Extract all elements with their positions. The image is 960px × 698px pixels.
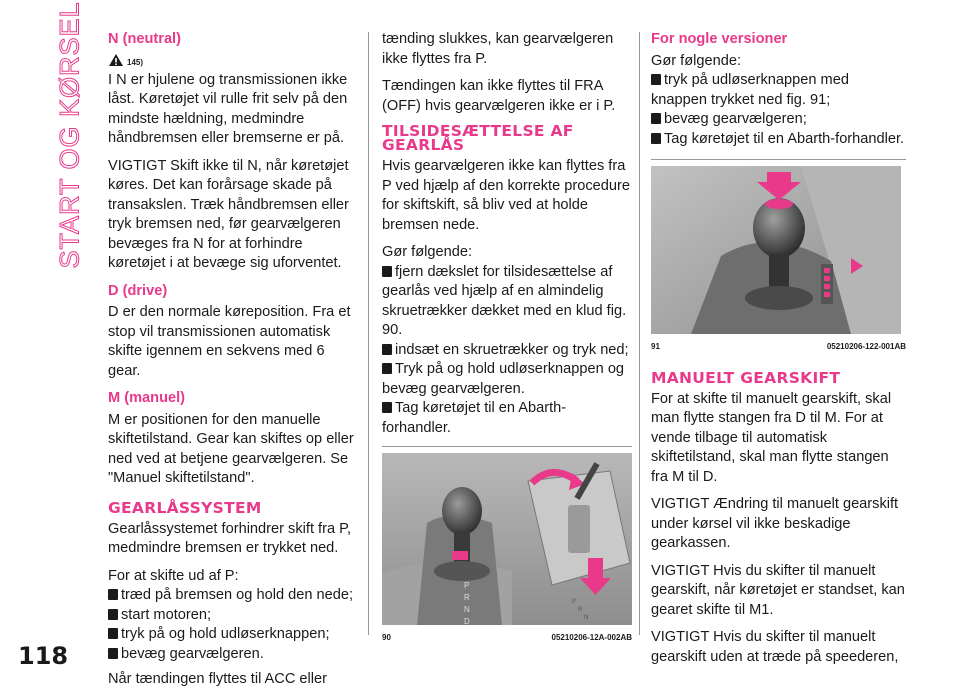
figure-caption: 90 05210206-12A-002AB bbox=[382, 633, 632, 642]
paragraph: VIGTIGT Skift ikke til N, når køretøjet køres. Det kan forårsage skade på transakslen. Træk håndbremsen eller tryk bremsen ned, før gearvælgeren bevæges fra N for at forhindre køretøjet i at bevæge sig uforventet. bbox=[108, 157, 349, 271]
svg-text:P: P bbox=[464, 581, 470, 590]
paragraph: Hvis gearvælgeren ikke kan flyttes fra P ved hjælp af den korrekte procedure for skiftskift, så bliv ved at holde bremsen nede. bbox=[382, 158, 630, 233]
list-item: fjern dækslet for tilsidesættelse af gearlås ved hjælp af en almindelig skruetrækker dækket med en klud fig. 90. bbox=[382, 263, 627, 338]
warning-triangle-icon bbox=[108, 53, 124, 67]
list-item: Tryk på og hold udløserknappen og bevæg gearvælgeren. bbox=[382, 361, 625, 397]
paragraph: VIGTIGT Hvis du skifter til manuelt gearskift, når køretøjet er standset, kan gearet skifte til M1. bbox=[651, 562, 905, 618]
checkbox-bullet-icon bbox=[651, 133, 661, 144]
list-item: træd på bremsen og hold den nede; bbox=[108, 586, 358, 606]
page-number: 118 bbox=[18, 642, 69, 670]
manual-shift-heading: MANUELT GEARSKIFT bbox=[651, 368, 841, 387]
list-item: indsæt en skruetrækker og tryk ned; bbox=[382, 341, 632, 361]
paragraph: Når tændingen flyttes til ACC eller bbox=[108, 671, 327, 687]
paragraph: M er positionen for den manuelle skiftetilstand. Gear kan skiftes op eller ned ved at betjene gearvælgeren. Se "Manuel skiftetilstand". bbox=[108, 411, 354, 486]
figure-91 bbox=[651, 159, 906, 357]
manual-heading: M (manuel) bbox=[108, 390, 186, 406]
override-heading: TILSIDESÆTTELSE AF GEARLÅS bbox=[382, 122, 574, 154]
section-side-title bbox=[52, 1, 88, 269]
checkbox-bullet-icon bbox=[382, 363, 392, 374]
list-item: bevæg gearvælgeren; bbox=[651, 110, 906, 130]
list-item: start motoren; bbox=[108, 606, 358, 626]
versions-heading: For nogle versioner bbox=[651, 31, 788, 47]
drive-heading: D (drive) bbox=[108, 282, 168, 299]
warning-reference bbox=[108, 53, 358, 67]
paragraph: I N er hjulene og transmissionen ikke låst. Køretøjet vil rulle frit selv på den mindste hældning, medmindre håndbremsen eller bremserne er på. bbox=[108, 71, 348, 146]
checkbox-bullet-icon bbox=[108, 589, 118, 600]
list-item: tryk på udløserknappen med knappen trykket ned fig. 91; bbox=[651, 72, 849, 108]
warning-ref-number: 145) bbox=[127, 57, 144, 67]
checkbox-bullet-icon bbox=[108, 648, 118, 659]
side-title-text: START OG KØRSEL bbox=[54, 1, 85, 269]
paragraph: For at skifte ud af P: bbox=[108, 567, 239, 584]
svg-text:N: N bbox=[584, 615, 589, 621]
checkbox-bullet-icon bbox=[108, 609, 118, 620]
gear-lock-override-illustration bbox=[382, 453, 632, 625]
checkbox-bullet-icon bbox=[108, 628, 118, 639]
paragraph: Gør følgende: bbox=[382, 244, 473, 260]
paragraph: VIGTIGT Hvis du skifter til manuelt gearskift uden at træde på speederen, bbox=[651, 629, 899, 665]
list-item: tryk på og hold udløserknappen; bbox=[108, 625, 358, 645]
list-item: Tag køretøjet til en Abarth-forhandler. bbox=[382, 400, 567, 436]
svg-text:N: N bbox=[464, 605, 470, 614]
svg-text:R: R bbox=[464, 593, 470, 602]
paragraph: VIGTIGT Ændring til manuelt gearskift under kørsel vil ikke beskadige gearkassen. bbox=[651, 496, 899, 551]
column-3 bbox=[651, 30, 906, 675]
list-item: Tag køretøjet til en Abarth-forhandler. bbox=[651, 130, 906, 150]
checkbox-bullet-icon bbox=[382, 266, 392, 277]
neutral-heading: N (neutral) bbox=[108, 31, 181, 47]
column-divider bbox=[368, 32, 369, 635]
svg-text:R: R bbox=[578, 607, 583, 613]
paragraph: tænding slukkes, kan gearvælgeren ikke flyttes fra P. bbox=[382, 31, 614, 67]
checkbox-bullet-icon bbox=[382, 344, 392, 355]
paragraph: Gearlåssystemet forhindrer skift fra P, medmindre bremsen er trykket ned. bbox=[108, 520, 352, 556]
list-item: bevæg gearvælgeren. bbox=[108, 645, 358, 665]
release-button-illustration bbox=[651, 166, 901, 334]
paragraph: D er den normale køreposition. Fra et stop vil transmissionen automatisk skifte igennem en sekvens med 6 gear. bbox=[108, 304, 351, 379]
checkbox-bullet-icon bbox=[651, 113, 661, 124]
column-2 bbox=[382, 30, 632, 648]
figure-caption: 91 05210206-122-001AB bbox=[651, 342, 906, 351]
paragraph: Gør følgende: bbox=[651, 52, 742, 69]
svg-text:P: P bbox=[572, 599, 577, 605]
column-divider bbox=[639, 32, 640, 635]
paragraph: For at skifte til manuelt gearskift, skal man flytte stangen fra D til M. For at vende tilbage til automatisk skiftetilstand, skal man flytte stangen fra M til D. bbox=[651, 390, 892, 485]
figure-90 bbox=[382, 446, 632, 648]
column-1 bbox=[108, 30, 358, 698]
checkbox-bullet-icon bbox=[651, 74, 661, 85]
svg-text:D: D bbox=[464, 617, 470, 625]
gear-lock-heading: GEARLÅSSYSTEM bbox=[108, 498, 262, 517]
checkbox-bullet-icon bbox=[382, 402, 392, 413]
paragraph: Tændingen kan ikke flyttes til FRA (OFF) hvis gearvælgeren ikke er i P. bbox=[382, 78, 616, 114]
